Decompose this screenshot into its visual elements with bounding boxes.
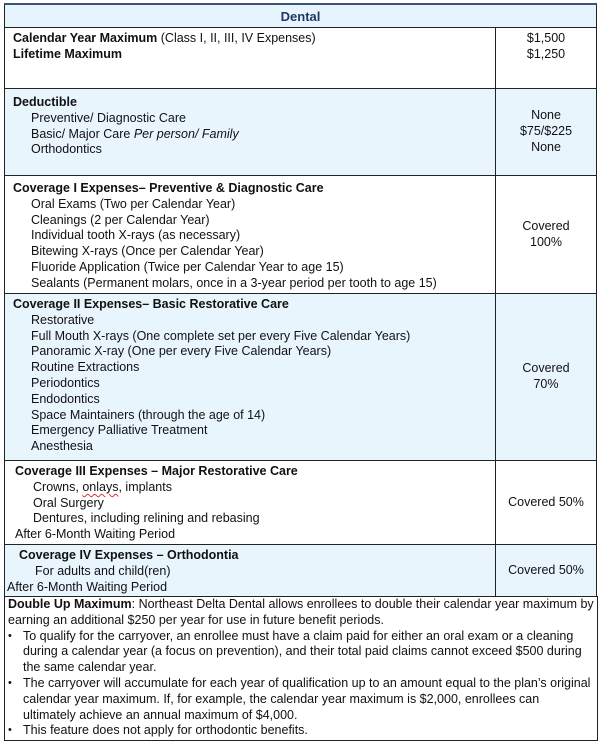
coverage-2-details: [5, 294, 496, 461]
deductible-item: [13, 111, 487, 127]
coverage-2-item: Emergency Palliative Treatment: [31, 423, 208, 438]
coverage-2-item: Restorative: [31, 312, 95, 327]
deductible-item-label: Basic/ Major Care: [31, 126, 134, 141]
calendar-year-max-value: $1,500: [526, 31, 566, 45]
coverage-2-item: Full Mouth X-rays (One complete set per every Five Calendar Years): [31, 328, 411, 343]
double-up-intro: [8, 597, 597, 629]
coverage-2-percent: 70%: [533, 377, 559, 391]
deductible-value: $75/$225: [519, 124, 573, 139]
calendar-year-max-note: (Class I, II, III, IV Expenses): [157, 31, 316, 45]
coverage-2-item: Periodontics: [31, 375, 100, 390]
coverage-4-waiting-period: After 6-Month Waiting Period: [7, 579, 168, 594]
deductible-item-note: Per person/ Family: [133, 126, 239, 141]
coverage-1-item: Bitewing X-rays (Once per Calendar Year): [31, 244, 264, 259]
deductible-values: [496, 89, 597, 176]
double-up-maximum-note: [4, 596, 598, 741]
coverage-4-value: Covered 50%: [496, 545, 597, 597]
coverage-1-item: Individual tooth X-rays (as necessary): [31, 228, 241, 243]
coverage-2-item: Endodontics: [31, 391, 100, 406]
lifetime-max-label: Lifetime Maximum: [13, 46, 123, 61]
coverage-4-item: For adults and child(ren): [35, 563, 171, 578]
coverage-1-item: Cleanings (2 per Calendar Year): [31, 212, 210, 227]
coverage-2-item: Panoramic X-ray (One per every Five Calendar Years): [31, 344, 332, 359]
coverage-2-heading: Coverage II Expenses– Basic Restorative Care: [13, 297, 289, 311]
coverage-4-details: [5, 545, 496, 597]
maximums-labels: [5, 28, 496, 89]
coverage-1-item: Sealants (Permanent molars, once in a 3-year period per tooth to age 15): [31, 275, 437, 290]
coverage-3-item: [15, 480, 487, 496]
double-up-label: Double Up Maximum: [8, 597, 132, 611]
maximums-row: [5, 28, 597, 89]
deductible-item-label: Preventive/ Diagnostic Care: [31, 110, 186, 125]
double-up-bullet: • This feature does not apply for orthodontic benefits.: [8, 723, 597, 739]
deductible-labels: [5, 89, 496, 176]
coverage-2-item: Routine Extractions: [31, 360, 140, 375]
coverage-3-value: Covered 50%: [496, 461, 597, 545]
coverage-2-value: [496, 294, 597, 461]
coverage-1-value-line: Covered: [522, 218, 570, 233]
deductible-heading: Deductible: [13, 95, 77, 109]
coverage-1-row: [5, 176, 597, 294]
deductible-row: [5, 89, 597, 176]
coverage-3-row: [5, 461, 597, 545]
coverage-4-row: [5, 545, 597, 597]
calendar-year-max-label: Calendar Year Maximum: [13, 31, 158, 45]
table-header-row: [5, 4, 597, 28]
coverage-1-item: Oral Exams (Two per Calendar Year): [31, 196, 236, 211]
maximums-values: [496, 28, 597, 89]
double-up-bullet: • The carryover will accumulate for each year of qualification up to an amount equal to the plan’s original calendar year maximum. If, for example, the calendar year maximum is $2,000, enrollees can ultimately achieve an annual maximum of $4,000.: [8, 676, 597, 723]
coverage-1-heading: Coverage I Expenses– Preventive & Diagnostic Care: [13, 181, 324, 195]
coverage-1-details: [5, 176, 496, 294]
coverage-1-percent: 100%: [530, 234, 562, 249]
deductible-item: [13, 127, 487, 143]
lifetime-max-value: $1,250: [526, 46, 566, 61]
deductible-value: None: [531, 139, 561, 154]
double-up-bullet: • To qualify for the carryover, an enrollee must have a claim paid for either an oral exam or a cleaning during a calendar year (a focus on prevention), and their total paid claims cannot exceed $500 during the same calendar year.: [8, 629, 597, 676]
double-up-bullet-list: [8, 629, 597, 740]
coverage-2-value-line: Covered: [522, 361, 570, 376]
coverage-3-item: Dentures, including relining and rebasing: [33, 511, 260, 526]
dental-benefits-table: [4, 3, 597, 597]
coverage-3-item: Oral Surgery: [33, 495, 104, 510]
coverage-2-row: [5, 294, 597, 461]
coverage-3-item-text: Crowns,: [33, 479, 83, 494]
coverage-4-heading: Coverage IV Expenses – Orthodontia: [19, 548, 239, 562]
table-title: Dental: [5, 4, 597, 28]
deductible-item: [13, 142, 487, 158]
coverage-1-value: [496, 176, 597, 294]
coverage-2-item: Space Maintainers (through the age of 14): [31, 407, 266, 422]
coverage-3-item-text: , implants: [118, 479, 172, 494]
double-up-intro-text: : Northeast Delta Dental allows enrollees to double their calendar year maximum by earning an additional $250 per year for use in future benefit periods.: [8, 597, 594, 627]
spellcheck-word: onlays: [82, 479, 119, 494]
deductible-value: None: [531, 108, 561, 123]
coverage-3-heading: Coverage III Expenses – Major Restorative Care: [15, 464, 298, 478]
coverage-3-details: [5, 461, 496, 545]
coverage-1-item: Fluoride Application (Twice per Calendar Year to age 15): [31, 259, 344, 274]
coverage-2-item: Anesthesia: [31, 439, 93, 454]
coverage-3-waiting-period: After 6-Month Waiting Period: [15, 527, 176, 542]
deductible-item-label: Orthodontics: [31, 142, 102, 157]
